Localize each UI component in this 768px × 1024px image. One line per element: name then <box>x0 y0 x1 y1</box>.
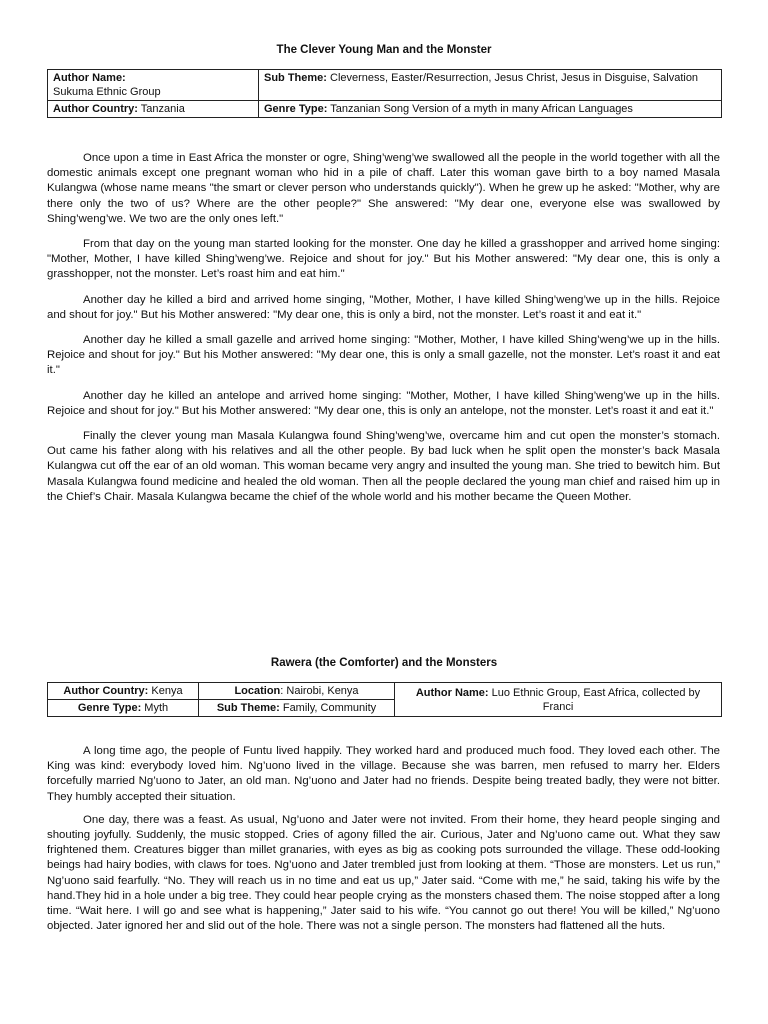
story1-author-cell <box>48 70 259 101</box>
story2-subtheme-value: Family, Community <box>282 702 377 714</box>
story2-country-label: Author Country: <box>63 685 149 697</box>
story1-paragraph: Another day he killed an antelope and arrived home singing: "Mother, Mother, I have killed Shing’weng’we up in the hills. Rejoice and shout for joy." But his Mother answered: "My dear one, this is only an antelope, not the monster. Let’s roast it and eat it." <box>47 389 720 417</box>
story1-paragraph: Another day he killed a small gazelle and arrived home singing: "Mother, Mother, I have killed Shing’weng’we up in the hills. Rejoice and shout for joy." But his Mother answered: "My dear one, this is only a small gazelle, not the monster. Let’s roast it and eat it." <box>47 334 720 377</box>
story2-meta-table <box>47 682 722 717</box>
story2-country-cell <box>48 683 199 700</box>
story2-author-label: Author Name: <box>415 686 489 699</box>
story1-subtheme-label: Sub Theme: <box>264 72 327 84</box>
story2-location-value: : Nairobi, Kenya <box>280 685 359 697</box>
story1-paragraph: From that day on the young man started looking for the monster. One day he killed a grasshopper and arrived home singing: "Mother, Mother, I have killed Shing’weng’we. Rejoice and shout for joy." But his Mother answered: "My dear one, this is only a grasshopper, not the monster. Let’s roast him and eat him." <box>47 238 720 281</box>
story1-author-value: Sukuma Ethnic Group <box>53 86 161 98</box>
story2-author-value: Luo Ethnic Group, East Africa, collected by Franci <box>491 686 701 713</box>
story1-paragraph: Once upon a time in East Africa the monster or ogre, Shing’weng’we swallowed all the people in the world together with all the domestic animals except one pregnant woman who hid in a pile of chaff. Later this woman gave birth to a boy named Masala Kulangwa (whose name means "the smart or clever person who understands quickly"). When he grew up he asked: "Mother, why are there only the two of us? Where are the other people?" She answered: "My dear one, everyone else was swallowed by Shing’weng’we. We two are the only ones left." <box>47 152 720 225</box>
story2-location-label: Location <box>234 685 281 697</box>
story1-genre-cell <box>259 101 722 118</box>
story2-body <box>47 744 720 942</box>
story1-body <box>47 151 720 515</box>
story1-genre-value: Tanzanian Song Version of a myth in many African Languages <box>330 103 633 115</box>
story2-genre-cell <box>48 700 199 717</box>
story1-country-label: Author Country: <box>53 103 138 115</box>
story2-subtheme-label: Sub Theme: <box>216 702 280 714</box>
story1-country-cell <box>48 101 259 118</box>
story1-paragraph: Another day he killed a bird and arrived home singing, "Mother, Mother, I have killed Shing’weng’we up in the hills. Rejoice and shout for joy." But his Mother answered: "My dear one, this is only a bird, not the monster. Let’s roast it and eat it." <box>47 293 720 321</box>
story1-genre-label: Genre Type: <box>264 103 328 115</box>
story1-author-label: Author Name: <box>53 72 126 84</box>
story2-genre-label: Genre Type: <box>77 702 142 714</box>
story2-genre-value: Myth <box>144 702 169 714</box>
story1-meta-table <box>47 69 722 118</box>
story2-paragraph: One day, there was a feast. As usual, Ng’uono and Jater were not invited. From their home, they heard people singing and shouting joyfully. Suddenly, the music stopped. Cries of agony filled the air. Curious, Jater and Ng’uono came out. What they saw frightened them. Creatures bigger than millet granaries, with eyes as big as cooking pots surrounded the village. These odd-looking beings had hairy bodies, with claws for toes. Ng’uono and Jater trembled just from looking at them. “Those are monsters. Let us run,” Ng’uono said fearfully. “No. They will reach us in no time and eat us up,” Jater said. “Come with me,” he said, taking his wife by the hand.They hid in a hole under a big tree. They could hear people crying as the monsters chased them. The noise stopped after a long time. “Wait here. I will go and see what is happening,” Jater said to his wife. “You cannot go out there! You will be killed,” Ng’uono objected. Jater ignored her and slid out of the hole. There was not a single person. The monsters had flattened all the huts. <box>47 813 720 933</box>
story2-subtheme-cell <box>199 700 395 717</box>
story2-location-cell <box>199 683 395 700</box>
story1-subtheme-value: Cleverness, Easter/Resurrection, Jesus Christ, Jesus in Disguise, Salvation <box>330 72 699 84</box>
story2-title: Rawera (the Comforter) and the Monsters <box>270 657 498 669</box>
story1-country-value: Tanzania <box>140 103 185 115</box>
story2-paragraph: A long time ago, the people of Funtu lived happily. They worked hard and produced much food. They loved each other. The King was kind: everybody loved him. Ng’uono lived in the village. Because she was barren, men refused to marry her. Elders forcefully married Ng’uono to Jater, an old man. Ng’uono and Jater had no friends. Despite being treated badly, they were not bitter. They humbly accepted their situation. <box>47 745 720 803</box>
story1-paragraph: Finally the clever young man Masala Kulangwa found Shing’weng’we, overcame him and cut open the monster’s stomach. Out came his father along with his relatives and all the other people. By bad luck when he split open the monster’s back Masala Kulangwa cut off the ear of an old woman. This woman became very angry and insulted the young man. She tried to bewitch him. But Masala Kulangwa found medicine and healed the old woman. Then all the people declared the young man chief and raised him up in the Chief’s Chair. Masala Kulangwa became the chief of the whole world and his mother became the Queen Mother. <box>47 430 720 503</box>
story1-title: The Clever Young Man and the Monster <box>276 44 492 56</box>
story2-country-value: Kenya <box>151 685 183 697</box>
story2-author-cell <box>395 683 722 717</box>
story1-subtheme-cell <box>259 70 722 101</box>
